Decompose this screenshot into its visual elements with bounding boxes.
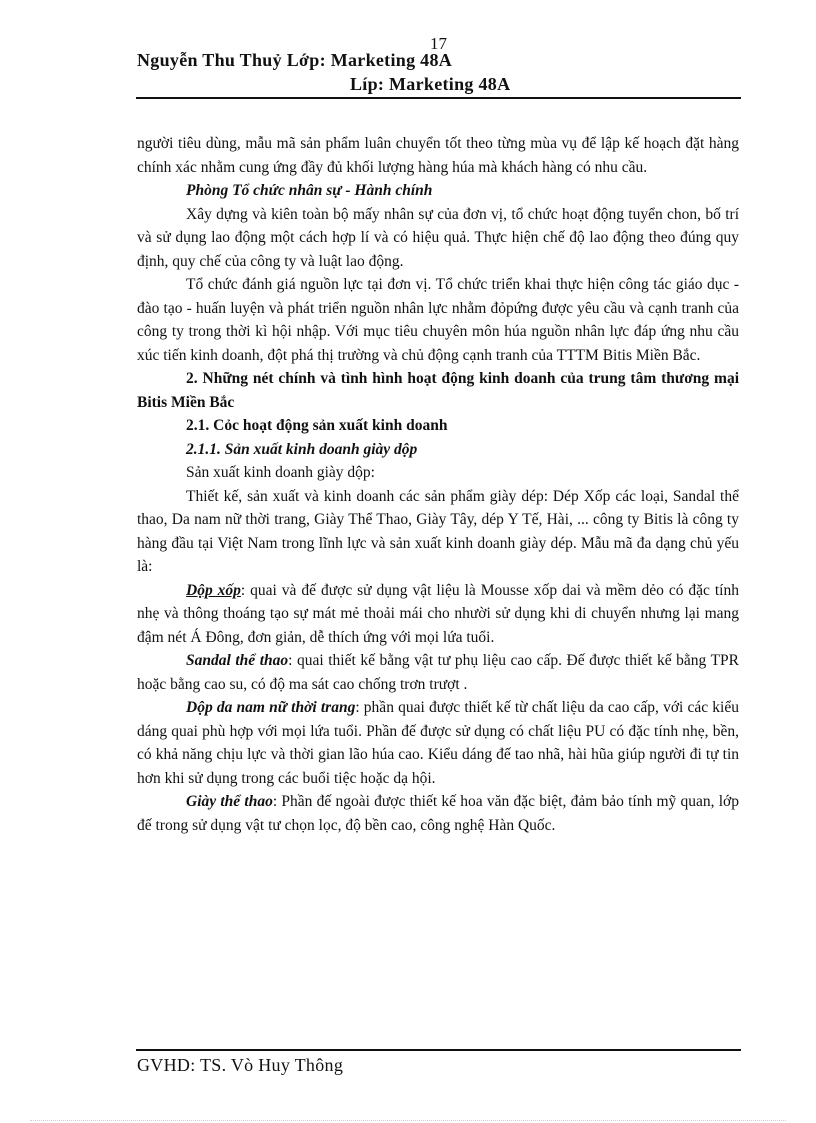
paragraph: người tiêu dùng, mẫu mã sản phẩm luân chuyển tốt theo từng mùa vụ để lập kế hoạch đặt hàng chính xác nhằm cung ứng đầy đủ khối lượng hàng húa mà khách hàng có nhu cầu.: [137, 135, 739, 176]
term-text: : phần quai được thiết kế từ chất liệu da cao cấp, với các kiểu dáng quai phù hợp với mọi lứa tuổi. Phần đế được sử dụng có chất liệu PU có đặc tính nhẹ, bền, có khả năng chịu lực và thời gian lão húa cao. Kiểu dáng đế tao nhã, hài hũa giúp người đi tự tin hơn khi sử dụng trong các buổi tiệc hoặc dạ hội.: [137, 699, 739, 787]
paragraph: [137, 579, 739, 650]
paragraph: [137, 790, 739, 837]
term-lead: Sandal thể thao: [186, 652, 289, 669]
term-lead: Dộp da nam nữ thời trang: [186, 699, 356, 716]
page-number: 17: [430, 34, 447, 53]
paragraph: Tổ chức đánh giá nguồn lực tại đơn vị. Tổ chức triển khai thực hiện công tác giáo dục - đào tạo - huấn luyện và phát triển nguồn nhân lực nhằm đỏpứng được yêu cầu và cạnh tranh của công ty trong thời kì hội nhập. Với mục tiêu chuyên môn húa nguồn nhân lực đáp ứng nhu cầu xúc tiến kinh doanh, đột phá thị trường và chủ động cạnh tranh của TTTM Bitis Miền Bắc.: [137, 276, 739, 364]
term-text: : quai và đế được sử dụng vật liệu là Mousse xốp dai và mềm dẻo có đặc tính nhẹ và thông thoáng tạo sự mát mẻ thoải mái cho nhười sử dụng khi di chuyển nhưng lại mang đậm nét Á Đông, đơn giản, dễ thích ứng với mọi lứa tuổi.: [137, 581, 739, 646]
section-heading-2-1-1: 2.1.1. Sản xuất kinh doanh giày dộp: [186, 440, 418, 458]
header-author-class: Nguyễn Thu Thuỷ Lớp: Marketing 48A: [137, 50, 453, 70]
footer-rule: [136, 1049, 741, 1051]
paragraph: [137, 696, 739, 790]
term-text: : quai thiết kế bằng vật tư phụ liệu cao cấp. Đế được thiết kế bằng TPR hoặc bằng cao su, có độ ma sát cao chống trơn trượt .: [137, 652, 740, 693]
section-heading-hr: Phòng Tổ chức nhân sự - Hành chính: [186, 182, 433, 199]
document-body: [137, 132, 739, 837]
section-heading-2-1: 2.1. Cỏc hoạt động sản xuất kinh doanh: [186, 417, 448, 434]
term-lead: Dộp xốp: [186, 581, 241, 599]
paragraph: Sản xuất kinh doanh giày dộp:: [186, 464, 375, 481]
paragraph: Xây dựng và kiên toàn bộ mấy nhân sự của đơn vị, tổ chức hoạt động tuyển chon, bố trí và sử dụng lao động một cách hợp lí và có hiệu quả. Thực hiện chế độ lao động theo đúng quy định, quy chế của công ty và luật lao động.: [137, 205, 739, 270]
term-text: : Phần đế ngoài được thiết kế hoa văn đặc biệt, đảm bảo tính mỹ quan, lớp đế trong sử dụng vật tư chọn lọc, độ bền cao, công nghệ Hàn Quốc.: [137, 793, 739, 834]
header-rule: [136, 97, 741, 99]
section-heading-2: 2. Những nét chính và tình hình hoạt động kinh doanh của trung tâm thương mại Bitis Miền Bắc: [137, 370, 739, 411]
footer-advisor: GVHD: TS. Vò Huy Thông: [137, 1055, 344, 1075]
paragraph: [137, 649, 739, 696]
header-class: Líp: Marketing 48A: [350, 74, 511, 94]
paragraph: Thiết kế, sản xuất và kinh doanh các sản phẩm giày dép: Dép Xốp các loại, Sandal thể thao, Da nam nữ thời trang, Giày Thể Thao, Giày Tây, dép Y Tế, Hài, ... công ty Bitis là công ty hàng đầu tại Việt Nam trong lĩnh lực và sản xuất kinh doanh giày dép. Mẫu mã đa dạng chủ yếu là:: [137, 487, 739, 575]
term-lead: Giày thể thao: [186, 793, 273, 810]
page-bottom-edge: [30, 1120, 786, 1121]
